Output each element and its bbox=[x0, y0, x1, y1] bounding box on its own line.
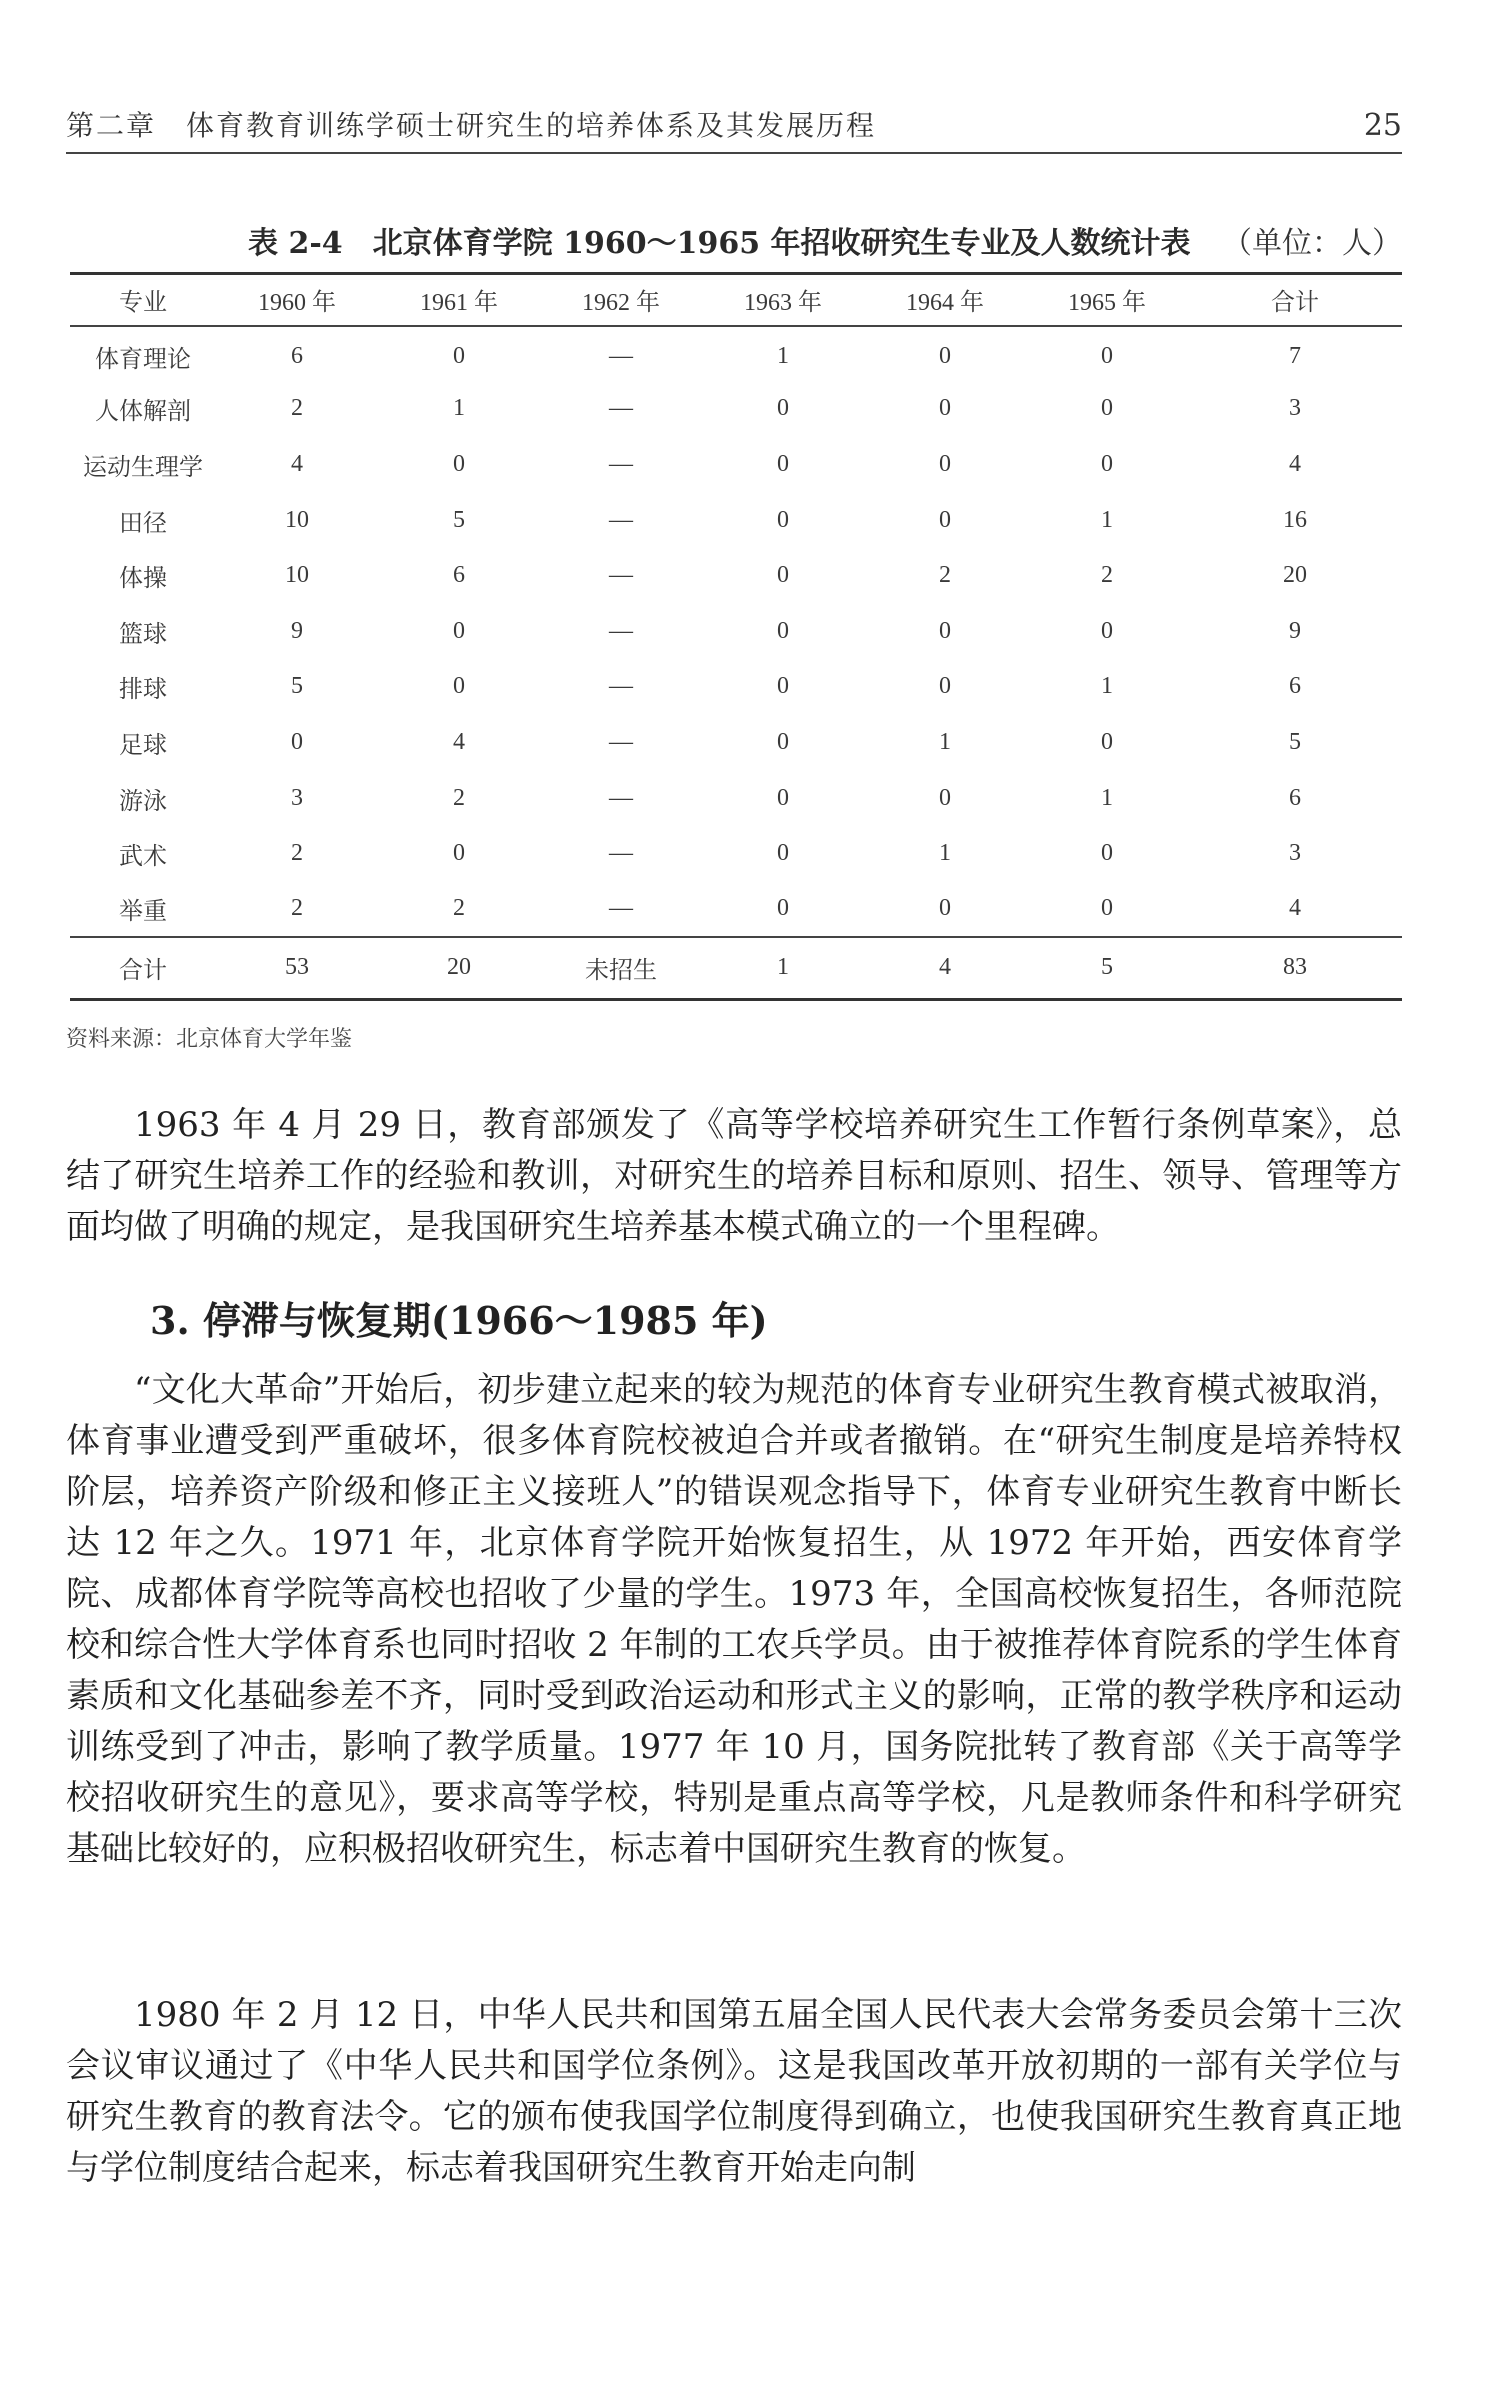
table-row bbox=[70, 881, 1402, 937]
count-cell: 0 bbox=[939, 506, 951, 533]
count-cell: 0 bbox=[1101, 450, 1113, 477]
column-header: 1961 年 bbox=[378, 274, 540, 326]
table-row bbox=[70, 326, 1402, 382]
table-row bbox=[70, 659, 1402, 715]
table-row bbox=[70, 770, 1402, 826]
count-cell: 1 bbox=[777, 343, 789, 370]
count-cell: — bbox=[609, 728, 633, 755]
count-cell: 1 bbox=[939, 840, 951, 867]
count-cell: 2 bbox=[453, 784, 465, 811]
count-cell: 0 bbox=[1101, 343, 1113, 370]
major-cell: 排球 bbox=[119, 677, 167, 704]
column-header: 专业 bbox=[70, 274, 216, 326]
count-cell: 2 bbox=[291, 395, 303, 422]
count-cell: 0 bbox=[777, 450, 789, 477]
count-cell: 6 bbox=[1289, 784, 1301, 811]
count-cell: 2 bbox=[1101, 562, 1113, 589]
column-header: 1962 年 bbox=[540, 274, 702, 326]
count-cell: — bbox=[609, 506, 633, 533]
column-header: 1963 年 bbox=[702, 274, 864, 326]
major-cell: 武术 bbox=[119, 844, 167, 871]
table-row bbox=[70, 603, 1402, 659]
column-header: 1960 年 bbox=[216, 274, 378, 326]
total-cell: 53 bbox=[216, 937, 378, 999]
major-cell: 篮球 bbox=[119, 621, 167, 648]
count-cell: — bbox=[609, 895, 633, 922]
major-cell: 足球 bbox=[119, 732, 167, 759]
count-cell: 0 bbox=[939, 617, 951, 644]
header-rule bbox=[66, 152, 1402, 154]
count-cell: 1 bbox=[453, 395, 465, 422]
page-number: 25 bbox=[1363, 108, 1402, 143]
count-cell: 0 bbox=[777, 784, 789, 811]
enrollment-table bbox=[70, 272, 1402, 1001]
count-cell: 0 bbox=[453, 673, 465, 700]
total-cell: 20 bbox=[378, 937, 540, 999]
total-cell: 4 bbox=[864, 937, 1026, 999]
column-header: 1965 年 bbox=[1026, 274, 1188, 326]
count-cell: 5 bbox=[1289, 728, 1301, 755]
table-header-row bbox=[70, 274, 1402, 326]
count-cell: 0 bbox=[777, 840, 789, 867]
count-cell: — bbox=[609, 784, 633, 811]
count-cell: 3 bbox=[1289, 395, 1301, 422]
table-source-note: 资料来源：北京体育大学年鉴 bbox=[66, 1027, 353, 1052]
total-cell: 未招生 bbox=[540, 937, 702, 999]
count-cell: 1 bbox=[1101, 673, 1113, 700]
column-header: 1964 年 bbox=[864, 274, 1026, 326]
count-cell: 9 bbox=[1289, 617, 1301, 644]
count-cell: — bbox=[609, 343, 633, 370]
count-cell: 5 bbox=[453, 506, 465, 533]
paragraph: 1980 年 2 月 12 日，中华人民共和国第五届全国人民代表大会常务委员会第十三次会议审议通过了《中华人民共和国学位条例》。这是我国改革开放初期的一部有关学位与研究生教育的教育法令。它的颁布使我国学位制度得到确立，也使我国研究生教育真正地与学位制度结合起来，标志着我国研究生教育开始走向制 bbox=[66, 1995, 1402, 2188]
total-cell: 5 bbox=[1026, 937, 1188, 999]
count-cell: 6 bbox=[291, 343, 303, 370]
table-body bbox=[70, 326, 1402, 938]
count-cell: 2 bbox=[939, 562, 951, 589]
count-cell: — bbox=[609, 673, 633, 700]
count-cell: 0 bbox=[777, 728, 789, 755]
count-cell: 3 bbox=[291, 784, 303, 811]
count-cell: 0 bbox=[1101, 728, 1113, 755]
count-cell: 3 bbox=[1289, 840, 1301, 867]
count-cell: 0 bbox=[777, 617, 789, 644]
major-cell: 举重 bbox=[119, 899, 167, 926]
chapter-title: 第二章 体育教育训练学硕士研究生的培养体系及其发展历程 bbox=[66, 109, 877, 142]
major-cell: 体育理论 bbox=[95, 347, 191, 374]
count-cell: 5 bbox=[291, 673, 303, 700]
count-cell: 4 bbox=[1289, 895, 1301, 922]
count-cell: — bbox=[609, 562, 633, 589]
count-cell: 2 bbox=[453, 895, 465, 922]
running-header bbox=[66, 104, 1402, 148]
count-cell: 0 bbox=[939, 895, 951, 922]
paragraph: “文化大革命”开始后，初步建立起来的较为规范的体育专业研究生教育模式被取消，体育事业遭受到严重破坏，很多体育院校被迫合并或者撤销。在“研究生制度是培养特权阶层，培养资产阶级和修正主义接班人”的错误观念指导下，体育专业研究生教育中断长达 12 年之久。1971 年，北京体育学院开始恢复招生，从 1972 年开始，西安体育学院、成都体育学院等高校也招收了少量的学生。1973 年，全国高校恢复招生，各师范院校和综合性大学体育系也同时招收 2 年制的工农兵学员。由于被推荐体育院系的学生体育素质和文化基础参差不齐，同时受到政治运动和形式主义的影响，正常的教学秩序和运动训练受到了冲击，影响了教学质量。1977 年 10 月，国务院批转了教育部《关于高等学校招收研究生的意见》，要求高等学校，特别是重点高等学校，凡是教师条件和科学研究基础比较好的，应积极招收研究生，标志着中国研究生教育的恢复。 bbox=[66, 1370, 1402, 1869]
count-cell: 6 bbox=[453, 562, 465, 589]
count-cell: 0 bbox=[777, 562, 789, 589]
count-cell: 0 bbox=[939, 343, 951, 370]
count-cell: 16 bbox=[1283, 506, 1307, 533]
count-cell: 0 bbox=[1101, 395, 1113, 422]
section-heading: 3. 停滞与恢复期(1966～1985 年) bbox=[150, 1298, 768, 1343]
count-cell: 0 bbox=[939, 784, 951, 811]
count-cell: 0 bbox=[1101, 840, 1113, 867]
count-cell: — bbox=[609, 617, 633, 644]
major-cell: 运动生理学 bbox=[83, 454, 203, 481]
count-cell: 0 bbox=[939, 673, 951, 700]
column-header: 合计 bbox=[1188, 274, 1402, 326]
count-cell: 1 bbox=[939, 728, 951, 755]
table-total-row bbox=[70, 937, 1402, 999]
table-unit: （单位：人） bbox=[1222, 226, 1402, 261]
count-cell: 0 bbox=[291, 728, 303, 755]
table-row bbox=[70, 381, 1402, 437]
count-cell: 1 bbox=[1101, 506, 1113, 533]
total-cell: 1 bbox=[702, 937, 864, 999]
count-cell: 0 bbox=[453, 617, 465, 644]
count-cell: 0 bbox=[939, 450, 951, 477]
major-cell: 游泳 bbox=[119, 788, 167, 815]
count-cell: 7 bbox=[1289, 343, 1301, 370]
total-cell: 合计 bbox=[70, 937, 216, 999]
table-row bbox=[70, 715, 1402, 771]
count-cell: 0 bbox=[1101, 895, 1113, 922]
count-cell: 0 bbox=[777, 895, 789, 922]
major-cell: 人体解剖 bbox=[95, 399, 191, 426]
count-cell: 20 bbox=[1283, 562, 1307, 589]
table-row bbox=[70, 548, 1402, 604]
count-cell: — bbox=[609, 395, 633, 422]
table-title: 表 2-4 北京体育学院 1960～1965 年招收研究生专业及人数统计表 bbox=[248, 226, 1191, 261]
count-cell: 10 bbox=[285, 506, 309, 533]
count-cell: 0 bbox=[453, 840, 465, 867]
major-cell: 田径 bbox=[119, 510, 167, 537]
paragraph: 1963 年 4 月 29 日，教育部颁发了《高等学校培养研究生工作暂行条例草案》，总结了研究生培养工作的经验和教训，对研究生的培养目标和原则、招生、领导、管理等方面均做了明确的规定，是我国研究生培养基本模式确立的一个里程碑。 bbox=[66, 1105, 1402, 1247]
count-cell: 0 bbox=[939, 395, 951, 422]
count-cell: 9 bbox=[291, 617, 303, 644]
count-cell: 4 bbox=[453, 728, 465, 755]
count-cell: 0 bbox=[777, 506, 789, 533]
count-cell: 0 bbox=[777, 395, 789, 422]
count-cell: — bbox=[609, 840, 633, 867]
total-cell: 83 bbox=[1188, 937, 1402, 999]
table-row bbox=[70, 826, 1402, 882]
count-cell: 4 bbox=[291, 450, 303, 477]
table-row bbox=[70, 492, 1402, 548]
table-caption bbox=[66, 218, 1402, 266]
count-cell: 2 bbox=[291, 840, 303, 867]
count-cell: 1 bbox=[1101, 784, 1113, 811]
count-cell: 10 bbox=[285, 562, 309, 589]
count-cell: 0 bbox=[1101, 617, 1113, 644]
count-cell: — bbox=[609, 450, 633, 477]
major-cell: 体操 bbox=[119, 566, 167, 593]
count-cell: 2 bbox=[291, 895, 303, 922]
count-cell: 0 bbox=[453, 343, 465, 370]
count-cell: 4 bbox=[1289, 450, 1301, 477]
count-cell: 0 bbox=[453, 450, 465, 477]
count-cell: 0 bbox=[777, 673, 789, 700]
table-row bbox=[70, 437, 1402, 493]
count-cell: 6 bbox=[1289, 673, 1301, 700]
